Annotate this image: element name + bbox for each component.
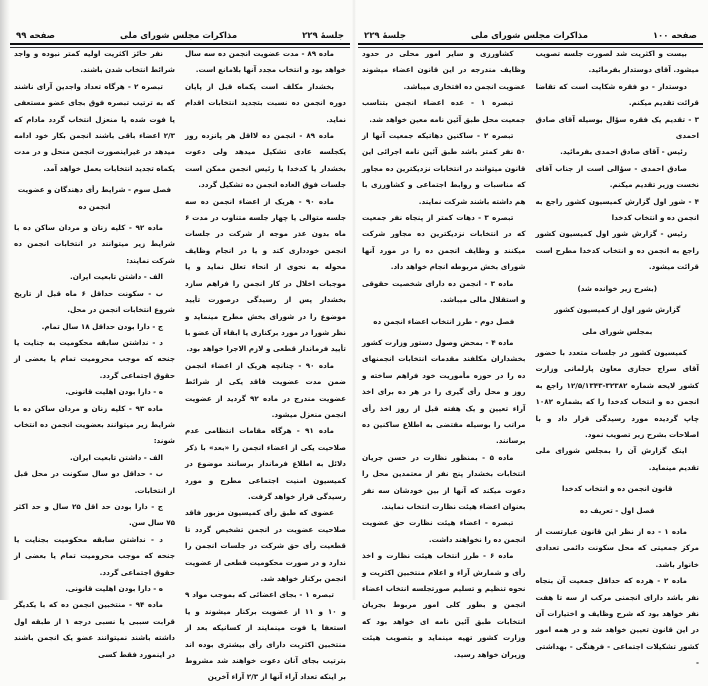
left-page-column-left [14, 46, 176, 659]
session-label: جلسهٔ ۲۲۹ [302, 31, 344, 41]
paragraph: اینک گزارش آن را بمجلس شورای ملی تقدیم مینماید. [535, 446, 699, 472]
paragraph: ماده ۹۴ - منتخبین انجمن ده که با یکدیگر قرابت سببی یا نسبی درجه ۱ از طبقه اول داشته باشند نمیتوانند عضو یک انجمن باشند در اینمورد فقط کسی [14, 600, 176, 659]
section-title: قانون انجمن ده و انتخاب کدخدا [561, 484, 673, 494]
paragraph: تبصره ۱ - بجای اعضائی که بموجب مواد ۹ و ۱۰ و ۱۱ از عضویت برکنار میشوند و یا استعفا یا فوت مینمایند از کسانیکه بعد از منتخبین اکثریت دارای رأی بیشتری بوده اند بترتیب بجای آنان دعوت خواهند شد مشروط بر اینکه تعداد آراء آنها از ۲/۳ آراء آخرین [185, 590, 346, 682]
paragraph: کمیسیون کشور در جلسات متعدد با حضور آقای سراج حجازی معاون پارلمانی وزارت کشور لایحه شماره ۳۲۳۸۲-۱۲/۵/۱۳۴۳ راجع به انجمن ده و انتخاب کدخدا را که بشماره ۱۰۸۲ چاپ گردیده مورد رسیدگی قرار داد و با اصلاحات بشرح زیر تصویب نمود. [535, 347, 699, 439]
paragraph: ج - دارا بودن حداقل ۱۸ سال تمام. [41, 321, 163, 331]
paragraph: ب - سکونت حداقل ۶ ماه قبل از تاریخ شروع انتخابات انجمن در محل. [14, 288, 175, 315]
paragraph: الف - داشتن تابعیت ایران. [70, 272, 163, 282]
paragraph: بیست و اکثریت شد لصورت جلسه تصویب میشود. آقای دوستدار بفرمائید. [535, 49, 699, 75]
left-page [10, 0, 350, 682]
paragraph: تبصره ۲ - ساکنین دهاتیکه جمعیت آنها از ۵۰ نفر کمتر باشد طبق آئین نامه اجرائی این قانون میتوانند در انتخابات نزدیکترین ده مجاور که مناسبات و روابط اجتماعی و کشاورزی با هم داشته باشند شرکت نمایند. [362, 131, 526, 206]
paragraph: د - نداشتن سابقه محکومیت بجنایت یا جنحه که موجب محرومیت تمام یا بعضی از حقوق اجتماعی گردد. [14, 534, 175, 577]
paragraph: ماده ۹۰ - هریک از اعضاء انجمن ده سه جلسه متوالی یا چهار جلسه متناوب در مدت ۶ ماه بدون عذر موجه از شرکت در جلسات انجمن خودداری کند و یا در انجام وظایف محوله به نحوی از انحاء تعلل نماید و یا موجبات اخلال در کار انجمن را فراهم سازد بخشدار پس از رسیدگی درصورت تأیید موضوع را در شورای بخش مطرح مینماید و نظر شورا در مورد برکناری یا ابقاء آن عضو با تأیید فرماندار قطعی و لازم الاجرا خواهد بود. [185, 196, 346, 354]
running-title: مذاکرات مجلس شورای ملی [470, 31, 588, 41]
right-page-column-right [535, 46, 700, 668]
paragraph: ماده ۳ - انجمن ده دارای شخصیت حقوقی و استقلال مالی میباشد. [362, 278, 526, 305]
running-title: مذاکرات مجلس شورای ملی [119, 31, 238, 41]
paragraph: ماده ۴ - بمحض وصول دستور وزارت کشور بخشداران مکلفند مقدمات انتخابات انجمنهای ده را در حوزه مأموریت خود فراهم ساخته و روز و محل رأی گیری را در هر ده برای اخذ آراء تعیین و یک هفته قبل از روز اخذ رأی مراتب را بوسیله مقتضی به اطلاع ساکنین ده برسانند. [362, 337, 526, 446]
session-label: جلسهٔ ۲۲۹ [364, 31, 406, 41]
section-title: (بشرح زیر خوانده شد) [577, 283, 657, 293]
section-title: فصل اول - تعریف ده [579, 505, 655, 515]
left-page-columns [10, 46, 350, 682]
header-rule [358, 43, 703, 45]
section-title: فصل سوم - شرایط رأی دهندگان و عضویت انجمن ده [17, 185, 172, 211]
paragraph: ماده ۵ - بمنظور نظارت در حسن جریان انتخابات بخشدار پنج نفر از معتمدین محل را دعوت میکند که آنها از بین خودشان سه نفر بعنوان اعضاء هیئت نظارت انتخاب نمایند. [362, 452, 526, 511]
right-page-columns [358, 46, 703, 668]
paragraph: ماده ۸۹ - مدت عضویت انجمن ده سه سال خواهد بود و انتخاب مجدد آنها بلامانع است. [185, 49, 346, 75]
right-page [358, 0, 703, 668]
paragraph: نفر حائز اکثریت اولیه کمتر نبوده و واجد شرائط انتخاب شدن باشند. [14, 49, 175, 75]
paragraph: صادق احمدی - سؤالی است از جناب آقای نخست وزیر تقدیم میکنم. [535, 163, 699, 190]
paragraph: عضوی که طبق رأی کمیسیون مزبور فاقد صلاحیت عضویت در انجمن تشخیص گردد تا قطعیت رأی حق شرکت در جلسات انجمن را ندارد و در صورت محکومیت قطعی از عضویت انجمن برکنار خواهد شد. [185, 508, 346, 583]
paragraph: ج - دارا بودن حد اقل ۲۵ سال و حد اکثر ۷۵ سال سن. [14, 501, 175, 528]
paragraph: کشاورزی و سایر امور محلی در حدود وظایف مندرجه در این قانون اعضاء میشوند عضویت انجمن ده افتخاری میباشد. [362, 49, 526, 91]
paragraph: ب - حداقل دو سال سکونت در محل قبل از انتخابات. [14, 469, 175, 495]
paragraph: ماده ۱ - ده از نظر این قانون عبارتست از مرکز جمعیتی که محل سکونت دائمی تعدادی خانوار باشد. [535, 526, 699, 569]
paragraph: ماده ۶ - طرز انتخاب هیئت نظارت و اخذ رأی و شمارش آراء و اعلام منتخبین اکثریت و نحوه تنظیم و تسلیم صورتجلسه انتخاب اعضاء انجمن و بطور کلی امور مربوط بجریان انتخابات طبق آئین نامه ای خواهد بود که وزارت کشور تهیه مینماید و بتصویب هیئت وزیران خواهد رسید. [362, 551, 526, 659]
paragraph: ماده ۹۱ - هرگاه مقامات انتظامی عدم صلاحیت یکی از اعضاء انجمن را «بعد» با ذکر دلائل به اطلاع فرماندار برسانند موضوع در کمیسیون امنیت اجتماعی مطرح و مورد رسیدگی قرار خواهد گرفت. [185, 426, 346, 501]
agenda-heading: ۳ - تقدیم یک فقره سؤال بوسیله آقای صادق احمدی [535, 114, 699, 141]
paragraph: ماده ۲ - هرده که حداقل جمعیت آن بنجاه نفر باشد دارای انجمنی مرکب از سه تا هفت نفر خواهد بود که شرح وظایف و اختیارات آن در این قانون تعیین خواهد شد و در همه امور کشور تشکیلات اجتماعی - فرهنگی - بهداشتی - [535, 576, 699, 668]
paragraph: تبصره ۳ - دهات کمتر از پنجاه نفر جمعیت که در انتخابات نزدیکترین ده مجاور شرکت میکنند و وظایف انجمن ده را در مورد آنها شورای بخش مربوطه انجام خواهد داد. [362, 213, 526, 272]
paragraph: بخشدار مکلف است یکماه قبل از پایان دوره انجمن ده نسبت بتجدید انتخابات اقدام نماید. [185, 81, 346, 124]
book-gutter [352, 0, 356, 600]
paragraph: ماده ۹۲ - کلیه زنان و مردان ساکن ده با شرایط زیر میتوانند در انتخابات انجمن ده شرکت نمایند: [14, 223, 175, 265]
section-title: فصل دوم - طرز انتخاب اعضاء انجمن ده [373, 316, 515, 326]
paragraph: الف - داشتن تابعیت ایران. [70, 452, 163, 462]
paragraph: ه - دارا بودن اهلیت قانونی. [65, 387, 163, 397]
paragraph: ماده ۹۰ - چنانچه هریک از اعضاء انجمن ضمن مدت عضویت فاقد یکی از شرائط عضویت مندرج در ماده ۹۲ گردید از عضویت انجمن منعزل میشود. [185, 360, 346, 419]
section-title: بمجلس شورای ملی [582, 326, 653, 336]
right-page-header [358, 27, 703, 41]
paragraph: ماده ۸۹ - انجمن ده لااقل هر پانزده روز یکجلسه عادی تشکیل میدهد ولی دعوت بخشدار یا کدخدا یا رئیس انجمن ممکن است جلسات فوق العاده انجمن ده تشکیل گردد. [185, 131, 346, 190]
left-page-header [10, 27, 350, 41]
paragraph: تبصره ۱ - عده اعضاء انجمن بتناسب جمعیت محل طبق آئین نامه معین خواهد شد. [362, 98, 526, 124]
paragraph: دوستدار - دو فقره شکایت است که تقاضا قرائت تقدیم میکنم. [535, 81, 699, 108]
paragraph: د - نداشتن سابقه محکومیت به جنایت یا جنحه که موجب محرومیت تمام یا بعضی از حقوق اجتماعی گردد. [14, 337, 175, 380]
right-page-column-left [362, 46, 526, 659]
paragraph: تبصره ۲ - هرگاه تعداد واجدین آرای ناشند که به ترتیب تبصره فوق بجای عضو مستعفی یا فوت شده یا منعزل انتخاب گردد مادام که ۲/۳ اعضاء باقی باشند انجمن بکار خود ادامه میدهد در غیراینصورت انجمن منحل و در مدت یکماه تجدید انتخابات بعمل خواهد آمد. [14, 81, 175, 173]
header-rule [10, 43, 350, 45]
paragraph: ه - دارا بودن اهلیت قانونی. [65, 584, 163, 593]
paragraph: رئیس - آقای صادق احمدی بفرمائید. [560, 147, 687, 157]
left-page-column-right [185, 46, 346, 682]
paragraph: ماده ۹۳ - کلیه زنان و مردان ساکن ده با شرایط زیر میتوانند بعضویت انجمن ده انتخاب شوند: [14, 403, 175, 446]
paragraph: رئیس - گزارش شور اول کمیسیون کشور راجع به انجمن ده و انتخاب کدخدا مطرح است قرائت میشود. [535, 229, 699, 272]
page-number: صفحه ۹۹ [16, 31, 55, 41]
paragraph: تبصره - اعضاء هیئت نظارت حق عضویت انجمن ده را نخواهند داشت. [362, 518, 526, 544]
agenda-heading: ۴ - شور اول گزارش کمیسیون کشور راجع به انجمن ده و انتخاب کدخدا [535, 196, 699, 223]
page-number: صفحه ۱۰۰ [652, 31, 697, 41]
section-title: گزارش شور اول از کمیسیون کشور [554, 305, 681, 315]
scan-edge-shadow [0, 0, 10, 600]
